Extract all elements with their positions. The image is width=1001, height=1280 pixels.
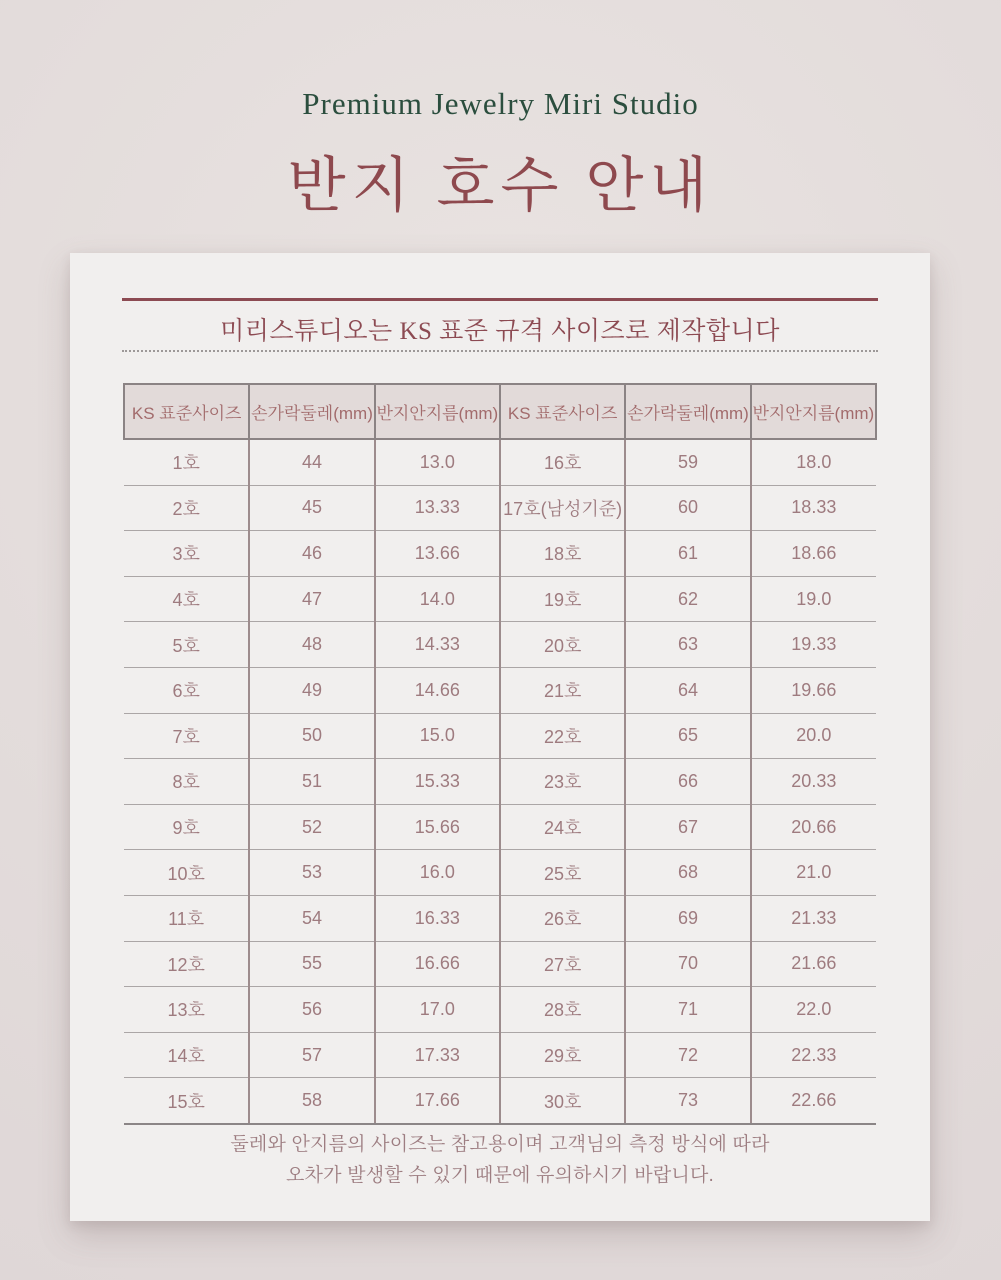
table-row xyxy=(124,622,876,668)
diameter-cell: 21.0 xyxy=(751,850,876,896)
diameter-cell: 13.0 xyxy=(375,439,500,485)
diameter-cell: 21.33 xyxy=(751,895,876,941)
circumference-cell: 71 xyxy=(625,987,750,1033)
size-cell: 25호 xyxy=(500,850,625,896)
circumference-cell: 62 xyxy=(625,576,750,622)
circumference-cell: 44 xyxy=(249,439,374,485)
size-cell: 30호 xyxy=(500,1078,625,1124)
size-cell: 8호 xyxy=(124,759,249,805)
diameter-cell: 17.33 xyxy=(375,1032,500,1078)
diameter-cell: 18.33 xyxy=(751,485,876,531)
size-cell: 22호 xyxy=(500,713,625,759)
size-cell: 23호 xyxy=(500,759,625,805)
size-cell: 16호 xyxy=(500,439,625,485)
footer-note xyxy=(70,1129,930,1191)
size-cell: 19호 xyxy=(500,576,625,622)
circumference-cell: 60 xyxy=(625,485,750,531)
diameter-cell: 14.0 xyxy=(375,576,500,622)
size-cell: 4호 xyxy=(124,576,249,622)
diameter-cell: 19.66 xyxy=(751,667,876,713)
diameter-cell: 19.0 xyxy=(751,576,876,622)
size-cell: 9호 xyxy=(124,804,249,850)
column-header-ks-size-left: KS 표준사이즈 xyxy=(124,384,249,439)
size-cell: 2호 xyxy=(124,485,249,531)
ring-size-table xyxy=(123,383,877,1125)
table-header-row xyxy=(124,384,876,439)
circumference-cell: 47 xyxy=(249,576,374,622)
size-cell: 12호 xyxy=(124,941,249,987)
table-row xyxy=(124,576,876,622)
circumference-cell: 70 xyxy=(625,941,750,987)
size-cell: 27호 xyxy=(500,941,625,987)
divider-solid xyxy=(122,298,878,301)
diameter-cell: 22.33 xyxy=(751,1032,876,1078)
circumference-cell: 68 xyxy=(625,850,750,896)
circumference-cell: 46 xyxy=(249,531,374,577)
circumference-cell: 58 xyxy=(249,1078,374,1124)
table-row xyxy=(124,895,876,941)
table-row xyxy=(124,804,876,850)
size-cell: 26호 xyxy=(500,895,625,941)
diameter-cell: 16.33 xyxy=(375,895,500,941)
size-cell: 7호 xyxy=(124,713,249,759)
size-cell: 3호 xyxy=(124,531,249,577)
circumference-cell: 59 xyxy=(625,439,750,485)
diameter-cell: 18.0 xyxy=(751,439,876,485)
table-row xyxy=(124,1078,876,1124)
size-cell: 1호 xyxy=(124,439,249,485)
table-row xyxy=(124,667,876,713)
divider-dotted xyxy=(122,350,878,352)
table-row xyxy=(124,941,876,987)
table-row xyxy=(124,531,876,577)
diameter-cell: 20.33 xyxy=(751,759,876,805)
size-cell: 21호 xyxy=(500,667,625,713)
table-row xyxy=(124,759,876,805)
column-header-circumference-left: 손가락둘레(mm) xyxy=(249,384,374,439)
diameter-cell: 22.66 xyxy=(751,1078,876,1124)
circumference-cell: 50 xyxy=(249,713,374,759)
diameter-cell: 17.66 xyxy=(375,1078,500,1124)
size-cell: 29호 xyxy=(500,1032,625,1078)
footer-line-1: 둘레와 안지름의 사이즈는 참고용이며 고객님의 측정 방식에 따라 xyxy=(230,1134,770,1155)
diameter-cell: 16.66 xyxy=(375,941,500,987)
table-row xyxy=(124,1032,876,1078)
size-cell: 13호 xyxy=(124,987,249,1033)
circumference-cell: 69 xyxy=(625,895,750,941)
diameter-cell: 21.66 xyxy=(751,941,876,987)
circumference-cell: 51 xyxy=(249,759,374,805)
circumference-cell: 65 xyxy=(625,713,750,759)
diameter-cell: 16.0 xyxy=(375,850,500,896)
diameter-cell: 14.66 xyxy=(375,667,500,713)
circumference-cell: 67 xyxy=(625,804,750,850)
circumference-cell: 56 xyxy=(249,987,374,1033)
size-cell: 5호 xyxy=(124,622,249,668)
size-cell: 17호(남성기준) xyxy=(500,485,625,531)
size-table-body xyxy=(124,439,876,1124)
circumference-cell: 54 xyxy=(249,895,374,941)
diameter-cell: 13.33 xyxy=(375,485,500,531)
circumference-cell: 61 xyxy=(625,531,750,577)
table-row xyxy=(124,850,876,896)
page-title: 반지 호수 안내 xyxy=(287,153,714,219)
diameter-cell: 15.0 xyxy=(375,713,500,759)
studio-name: Premium Jewelry Miri Studio xyxy=(302,86,699,121)
size-cell: 14호 xyxy=(124,1032,249,1078)
circumference-cell: 48 xyxy=(249,622,374,668)
footer-line-2: 오차가 발생할 수 있기 때문에 유의하시기 바랍니다. xyxy=(286,1165,714,1186)
table-row xyxy=(124,713,876,759)
circumference-cell: 64 xyxy=(625,667,750,713)
diameter-cell: 20.66 xyxy=(751,804,876,850)
card-subtitle: 미리스튜디오는 KS 표준 규격 사이즈로 제작합니다 xyxy=(220,318,780,345)
size-cell: 15호 xyxy=(124,1078,249,1124)
table-row xyxy=(124,987,876,1033)
column-header-circumference-right: 손가락둘레(mm) xyxy=(625,384,750,439)
circumference-cell: 45 xyxy=(249,485,374,531)
table-row xyxy=(124,439,876,485)
size-cell: 10호 xyxy=(124,850,249,896)
diameter-cell: 17.0 xyxy=(375,987,500,1033)
diameter-cell: 18.66 xyxy=(751,531,876,577)
diameter-cell: 22.0 xyxy=(751,987,876,1033)
circumference-cell: 52 xyxy=(249,804,374,850)
column-header-diameter-left: 반지안지름(mm) xyxy=(375,384,500,439)
size-cell: 6호 xyxy=(124,667,249,713)
circumference-cell: 57 xyxy=(249,1032,374,1078)
table-row xyxy=(124,485,876,531)
circumference-cell: 63 xyxy=(625,622,750,668)
size-cell: 24호 xyxy=(500,804,625,850)
circumference-cell: 53 xyxy=(249,850,374,896)
circumference-cell: 66 xyxy=(625,759,750,805)
size-cell: 11호 xyxy=(124,895,249,941)
circumference-cell: 49 xyxy=(249,667,374,713)
size-cell: 20호 xyxy=(500,622,625,668)
circumference-cell: 72 xyxy=(625,1032,750,1078)
circumference-cell: 73 xyxy=(625,1078,750,1124)
info-card xyxy=(70,253,930,1221)
diameter-cell: 13.66 xyxy=(375,531,500,577)
diameter-cell: 15.66 xyxy=(375,804,500,850)
size-cell: 18호 xyxy=(500,531,625,577)
column-header-ks-size-right: KS 표준사이즈 xyxy=(500,384,625,439)
column-header-diameter-right: 반지안지름(mm) xyxy=(751,384,876,439)
circumference-cell: 55 xyxy=(249,941,374,987)
diameter-cell: 20.0 xyxy=(751,713,876,759)
diameter-cell: 15.33 xyxy=(375,759,500,805)
diameter-cell: 19.33 xyxy=(751,622,876,668)
diameter-cell: 14.33 xyxy=(375,622,500,668)
size-cell: 28호 xyxy=(500,987,625,1033)
